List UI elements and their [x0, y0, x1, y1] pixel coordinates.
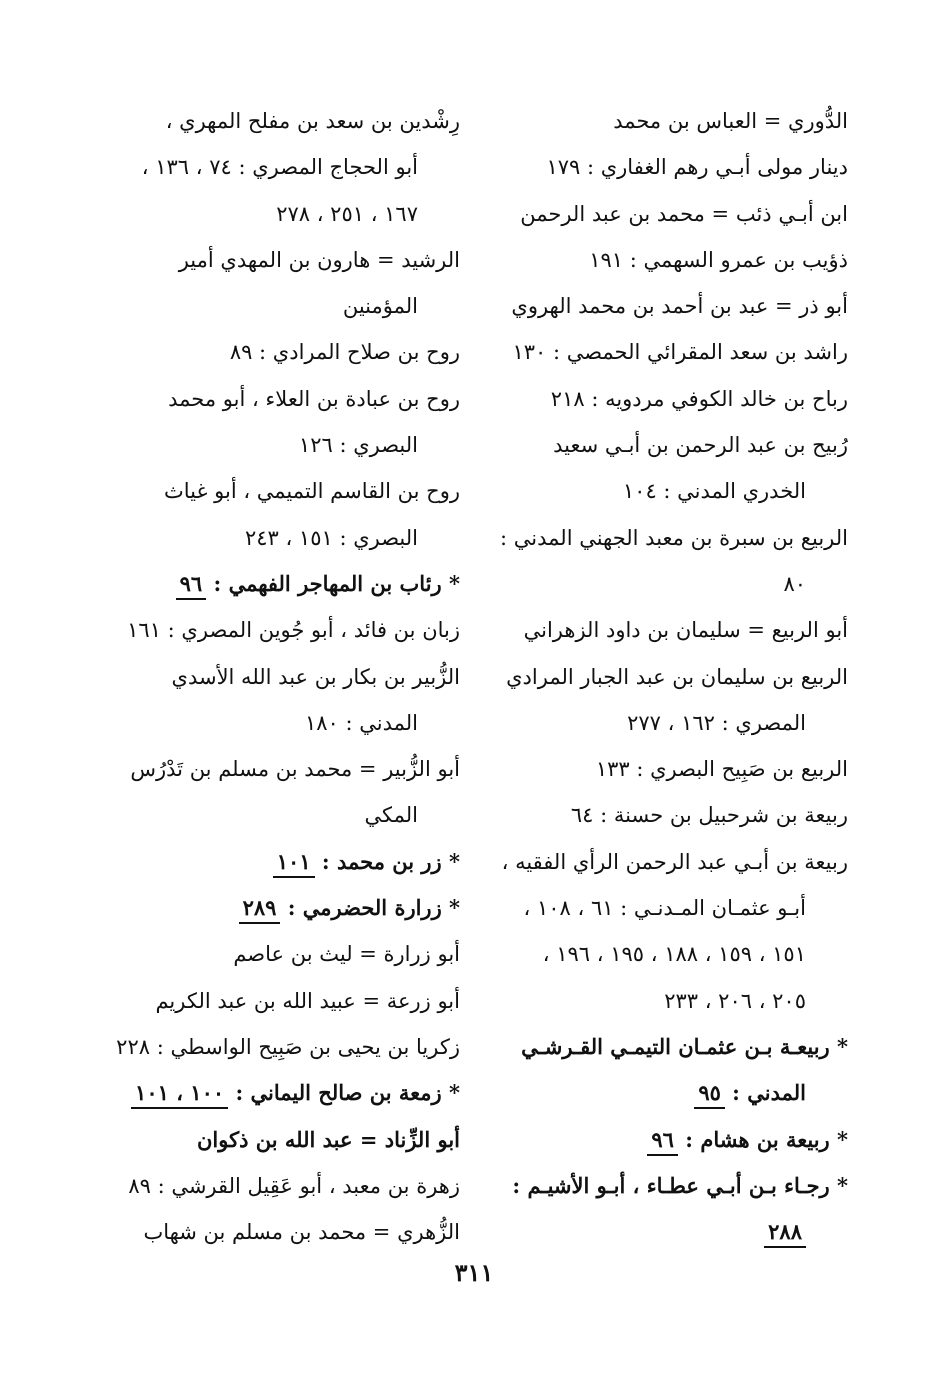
index-entry-text: ذؤيب بن عمرو السهمي : ١٩١ [589, 247, 848, 272]
index-line [120, 792, 460, 838]
index-line [120, 931, 460, 977]
index-entry-text: روح بن صلاح المرادي : ٨٩ [229, 340, 460, 365]
underlined-page-ref: ٢٨٨ [764, 1219, 806, 1248]
index-entry-text: أبـو عثمـان المـدنـي : ٦١ ، ١٠٨ ، [523, 896, 806, 921]
index-line [508, 700, 848, 746]
index-entry-text: دينار مولى أبـي رهم الغفاري : ١٧٩ [546, 155, 848, 180]
index-entry-text: أبو زرعة = عبيد الله بن عبد الكريم [155, 988, 460, 1013]
index-line [508, 468, 848, 514]
left-column [116, 98, 460, 1255]
index-entry-text: ١٥١ ، ١٥٩ ، ١٨٨ ، ١٩٥ ، ١٩٦ ، [542, 942, 806, 967]
index-line [120, 607, 460, 653]
index-line [508, 1163, 848, 1209]
index-line [120, 1070, 460, 1116]
index-line [508, 885, 848, 931]
index-line [508, 376, 848, 422]
underlined-page-ref: ٩٦ [176, 571, 207, 600]
index-line [120, 978, 460, 1024]
index-line [508, 1117, 848, 1163]
index-line [508, 1024, 848, 1070]
index-entry-text: الربيع بن صَبِيح البصري : ١٣٣ [595, 757, 848, 782]
underlined-page-ref: ١٠١ [273, 849, 315, 878]
index-entry-text: أبو الزِّناد = عبد الله بن ذكوان [196, 1126, 460, 1152]
index-line [508, 978, 848, 1024]
index-line [120, 1117, 460, 1163]
index-entry-text: روح بن القاسم التميمي ، أبو غياث [163, 479, 460, 504]
index-line [120, 746, 460, 792]
index-line [120, 237, 460, 283]
index-entry-text: رِشْدين بن سعد بن مفلح المهري ، [165, 109, 460, 133]
index-entry-text: * زر بن محمد : [314, 848, 460, 874]
index-line [508, 654, 848, 700]
underlined-page-ref: ١٠٠ ، ١٠١ [131, 1080, 228, 1109]
index-line [120, 376, 460, 422]
index-entry-text: زهرة بن معبد ، أبو عَقِيل القرشي : ٨٩ [128, 1173, 460, 1198]
index-line [120, 515, 460, 561]
index-line [508, 283, 848, 329]
index-entry-text: * رئاب بن المهاجر الفهمي : [206, 570, 460, 596]
index-entry-text: أبو ذر = عبد بن أحمد بن محمد الهروي [511, 294, 848, 319]
index-line [120, 885, 460, 931]
index-line [508, 191, 848, 237]
index-line [508, 746, 848, 792]
index-entry-text: المؤمنين [342, 294, 418, 319]
index-entry-text: الدُّوري = العباس بن محمد [613, 109, 848, 133]
index-line [120, 329, 460, 375]
index-line [508, 422, 848, 468]
right-column [500, 98, 848, 1255]
index-entry-text: أبو زرارة = ليث بن عاصم [233, 942, 460, 967]
index-entry-text: المكي [364, 803, 418, 828]
index-entry-text: أبو الزُّبير = محمد بن مسلم بن تَدْرُس [130, 757, 460, 782]
index-entry-text: رباح بن خالد الكوفي مردويه : ٢١٨ [550, 386, 848, 411]
index-line [116, 1024, 460, 1070]
index-line [500, 515, 848, 561]
index-line [508, 1070, 848, 1116]
index-line [508, 792, 848, 838]
index-entry-text: زبان بن فائد ، أبو جُوين المصري : ١٦١ [127, 618, 460, 643]
index-entry-text: ربيعة بن شرحبيل بن حسنة : ٦٤ [570, 803, 848, 828]
index-entry-text: الربيع بن سبرة بن معبد الجهني المدني : [500, 525, 848, 550]
index-entry-text: ٨٠ [783, 571, 806, 596]
index-line [508, 329, 848, 375]
index-entry-text: المدني : [724, 1080, 806, 1106]
index-entry-text: * ربيعـة بـن عثمـان التيمـي القـرشـي [521, 1033, 848, 1059]
index-line [508, 1209, 848, 1255]
index-line [120, 468, 460, 514]
index-entry-text: الزُّهري = محمد بن مسلم بن شهاب [143, 1220, 460, 1245]
index-line [120, 98, 460, 144]
index-entry-text: البصري : ١٢٦ [298, 433, 418, 458]
index-entry-text: رُبيح بن عبد الرحمن بن أبـي سعيد [553, 433, 848, 458]
index-line [508, 98, 848, 144]
index-entry-text: ربيعة بن أبـي عبد الرحمن الرأي الفقيه ، [501, 849, 848, 874]
underlined-page-ref: ٢٨٩ [239, 895, 281, 924]
index-entry-text: روح بن عبادة بن العلاء ، أبو محمد [168, 386, 460, 411]
index-line [508, 931, 848, 977]
index-entry-text: الخدري المدني : ١٠٤ [622, 479, 806, 504]
index-line [120, 191, 460, 237]
page-number: ٣١١ [454, 1258, 494, 1287]
index-line [120, 839, 460, 885]
index-line [120, 1163, 460, 1209]
index-entry-text: ٢٠٥ ، ٢٠٦ ، ٢٣٣ [664, 988, 806, 1013]
index-line [120, 654, 460, 700]
index-line [501, 839, 848, 885]
index-entry-text: أبو الحجاج المصري : ٧٤ ، ١٣٦ ، [141, 155, 418, 180]
index-line [508, 607, 848, 653]
index-entry-text: الزُّبير بن بكار بن عبد الله الأسدي [171, 664, 460, 689]
index-entry-text: * زمعة بن صالح اليماني : [228, 1080, 460, 1106]
underlined-page-ref: ٩٦ [647, 1127, 678, 1156]
index-line [120, 1209, 460, 1255]
index-entry-text: الرشيد = هارون بن المهدي أمير [178, 247, 460, 272]
index-line [120, 700, 460, 746]
index-line [120, 283, 460, 329]
index-entry-text: * رجـاء بـن أبـي عطـاء ، أبـو الأشيـم : [512, 1172, 848, 1198]
index-entry-text: زكريا بن يحيى بن صَبِيح الواسطي : ٢٢٨ [116, 1034, 460, 1059]
index-entry-text: * زرارة الحضرمي : [280, 895, 460, 921]
index-line [120, 561, 460, 607]
index-entry-text: أبو الربيع = سليمان بن داود الزهراني [523, 618, 848, 643]
index-line [120, 422, 460, 468]
index-entry-text: المصري : ١٦٢ ، ٢٧٧ [627, 710, 806, 735]
index-line [508, 237, 848, 283]
index-entry-text: البصري : ١٥١ ، ٢٤٣ [244, 525, 418, 550]
index-entry-text: ١٦٧ ، ٢٥١ ، ٢٧٨ [276, 201, 418, 226]
index-line [120, 144, 460, 190]
underlined-page-ref: ٩٥ [694, 1080, 725, 1109]
index-entry-text: الربيع بن سليمان بن عبد الجبار المرادي [506, 664, 848, 689]
index-entry-text: راشد بن سعد المقرائي الحمصي : ١٣٠ [512, 340, 848, 365]
index-line [508, 144, 848, 190]
index-entry-text: المدني : ١٨٠ [304, 710, 418, 735]
index-entry-text: * ربيعة بن هشام : [677, 1126, 848, 1152]
index-line [508, 561, 848, 607]
index-entry-text: ابن أبـي ذئب = محمد بن عبد الرحمن [520, 201, 848, 226]
